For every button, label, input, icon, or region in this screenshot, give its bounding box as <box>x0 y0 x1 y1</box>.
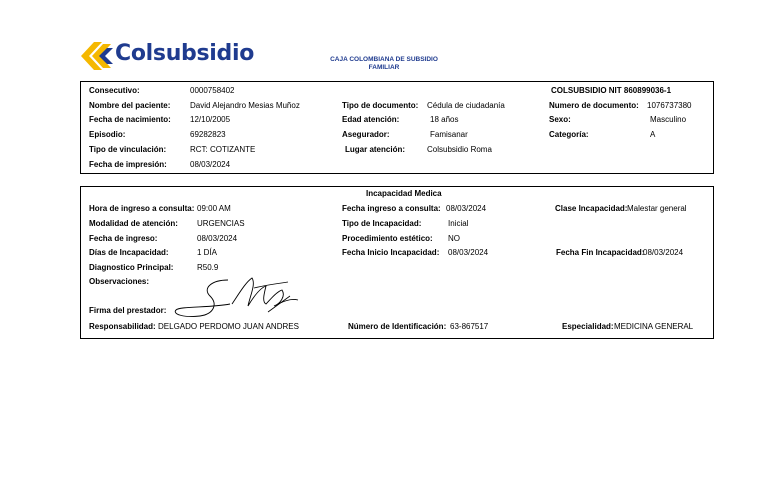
categoria-label: Categoría: <box>549 130 589 139</box>
fin-value: 08/03/2024 <box>643 248 684 257</box>
lugar-label: Lugar atención: <box>345 145 406 154</box>
diagnostico-value: R50.9 <box>197 263 219 272</box>
asegurador-value: Famisanar <box>430 130 468 139</box>
num-doc-value: 1076737380 <box>647 101 692 110</box>
firma-label: Firma del prestador: <box>89 306 167 315</box>
episodio-value: 69282823 <box>190 130 226 139</box>
dias-label: Días de Incapacidad: <box>89 248 169 257</box>
signature-image <box>170 274 310 324</box>
diagnostico-label: Diagnostico Principal: <box>89 263 174 272</box>
colsubsidio-logo <box>81 40 271 72</box>
num-doc-label: Numero de documento: <box>549 101 639 110</box>
logo-text: Colsubsidio <box>115 41 255 66</box>
consecutivo-label: Consecutivo: <box>89 86 140 95</box>
lugar-value: Colsubsidio Roma <box>427 145 492 154</box>
clase-value: Malestar general <box>627 204 687 213</box>
dias-value: 1 DÍA <box>197 248 218 257</box>
edad-label: Edad atención: <box>342 115 400 124</box>
especialidad-value: MEDICINA GENERAL <box>614 322 694 331</box>
responsabilidad-value: DELGADO PERDOMO JUAN ANDRES <box>158 322 299 331</box>
modalidad-value: URGENCIAS <box>197 219 245 228</box>
org-name-line1: CAJA COLOMBIANA DE SUBSIDIO <box>330 56 438 63</box>
org-name-line2: FAMILIAR <box>368 64 400 71</box>
fecha-ingreso-label: Fecha de ingreso: <box>89 234 158 243</box>
clase-label: Clase Incapacidad: <box>555 204 628 213</box>
tipo-doc-value: Cédula de ciudadanía <box>427 101 505 110</box>
modalidad-label: Modalidad de atención: <box>89 219 178 228</box>
inicio-label: Fecha Inicio Incapacidad: <box>342 248 440 257</box>
hora-label: Hora de ingreso a consulta: <box>89 204 195 213</box>
episodio-label: Episodio: <box>89 130 126 139</box>
procedimiento-label: Procedimiento estético: <box>342 234 433 243</box>
tipo-doc-label: Tipo de documento: <box>342 101 419 110</box>
org-name <box>324 56 444 72</box>
tipo-incapacidad-value: Inicial <box>448 219 469 228</box>
sexo-value: Masculino <box>650 115 687 124</box>
incapacidad-title: Incapacidad Medica <box>366 189 442 198</box>
asegurador-label: Asegurador: <box>342 130 390 139</box>
fecha-consulta-label: Fecha ingreso a consulta: <box>342 204 441 213</box>
nombre-value: David Alejandro Mesias Muñoz <box>190 101 300 110</box>
consecutivo-value: 0000758402 <box>190 86 235 95</box>
fecha-nac-value: 12/10/2005 <box>190 115 231 124</box>
hora-value: 09:00 AM <box>197 204 231 213</box>
inicio-value: 08/03/2024 <box>448 248 489 257</box>
identificacion-label: Número de Identificación: <box>348 322 447 331</box>
impresion-value: 08/03/2024 <box>190 160 231 169</box>
tipo-incapacidad-label: Tipo de Incapacidad: <box>342 219 422 228</box>
fecha-nac-label: Fecha de nacimiento: <box>89 115 171 124</box>
fecha-ingreso-value: 08/03/2024 <box>197 234 238 243</box>
observaciones-label: Observaciones: <box>89 277 150 286</box>
nombre-label: Nombre del paciente: <box>89 101 171 110</box>
categoria-value: A <box>650 130 656 139</box>
especialidad-label: Especialidad: <box>562 322 614 331</box>
fin-label: Fecha Fin Incapacidad: <box>556 248 645 257</box>
impresion-label: Fecha de impresión: <box>89 160 167 169</box>
colsubsidio-logo-icon <box>81 40 115 72</box>
nit-label: COLSUBSIDIO NIT 860899036-1 <box>551 86 672 95</box>
vinculacion-label: Tipo de vinculación: <box>89 145 167 154</box>
fecha-consulta-value: 08/03/2024 <box>446 204 487 213</box>
vinculacion-value: RCT: COTIZANTE <box>190 145 256 154</box>
edad-value: 18 años <box>430 115 459 124</box>
procedimiento-value: NO <box>448 234 460 243</box>
responsabilidad-label: Responsabilidad: <box>89 322 156 331</box>
sexo-label: Sexo: <box>549 115 571 124</box>
identificacion-value: 63-867517 <box>450 322 489 331</box>
